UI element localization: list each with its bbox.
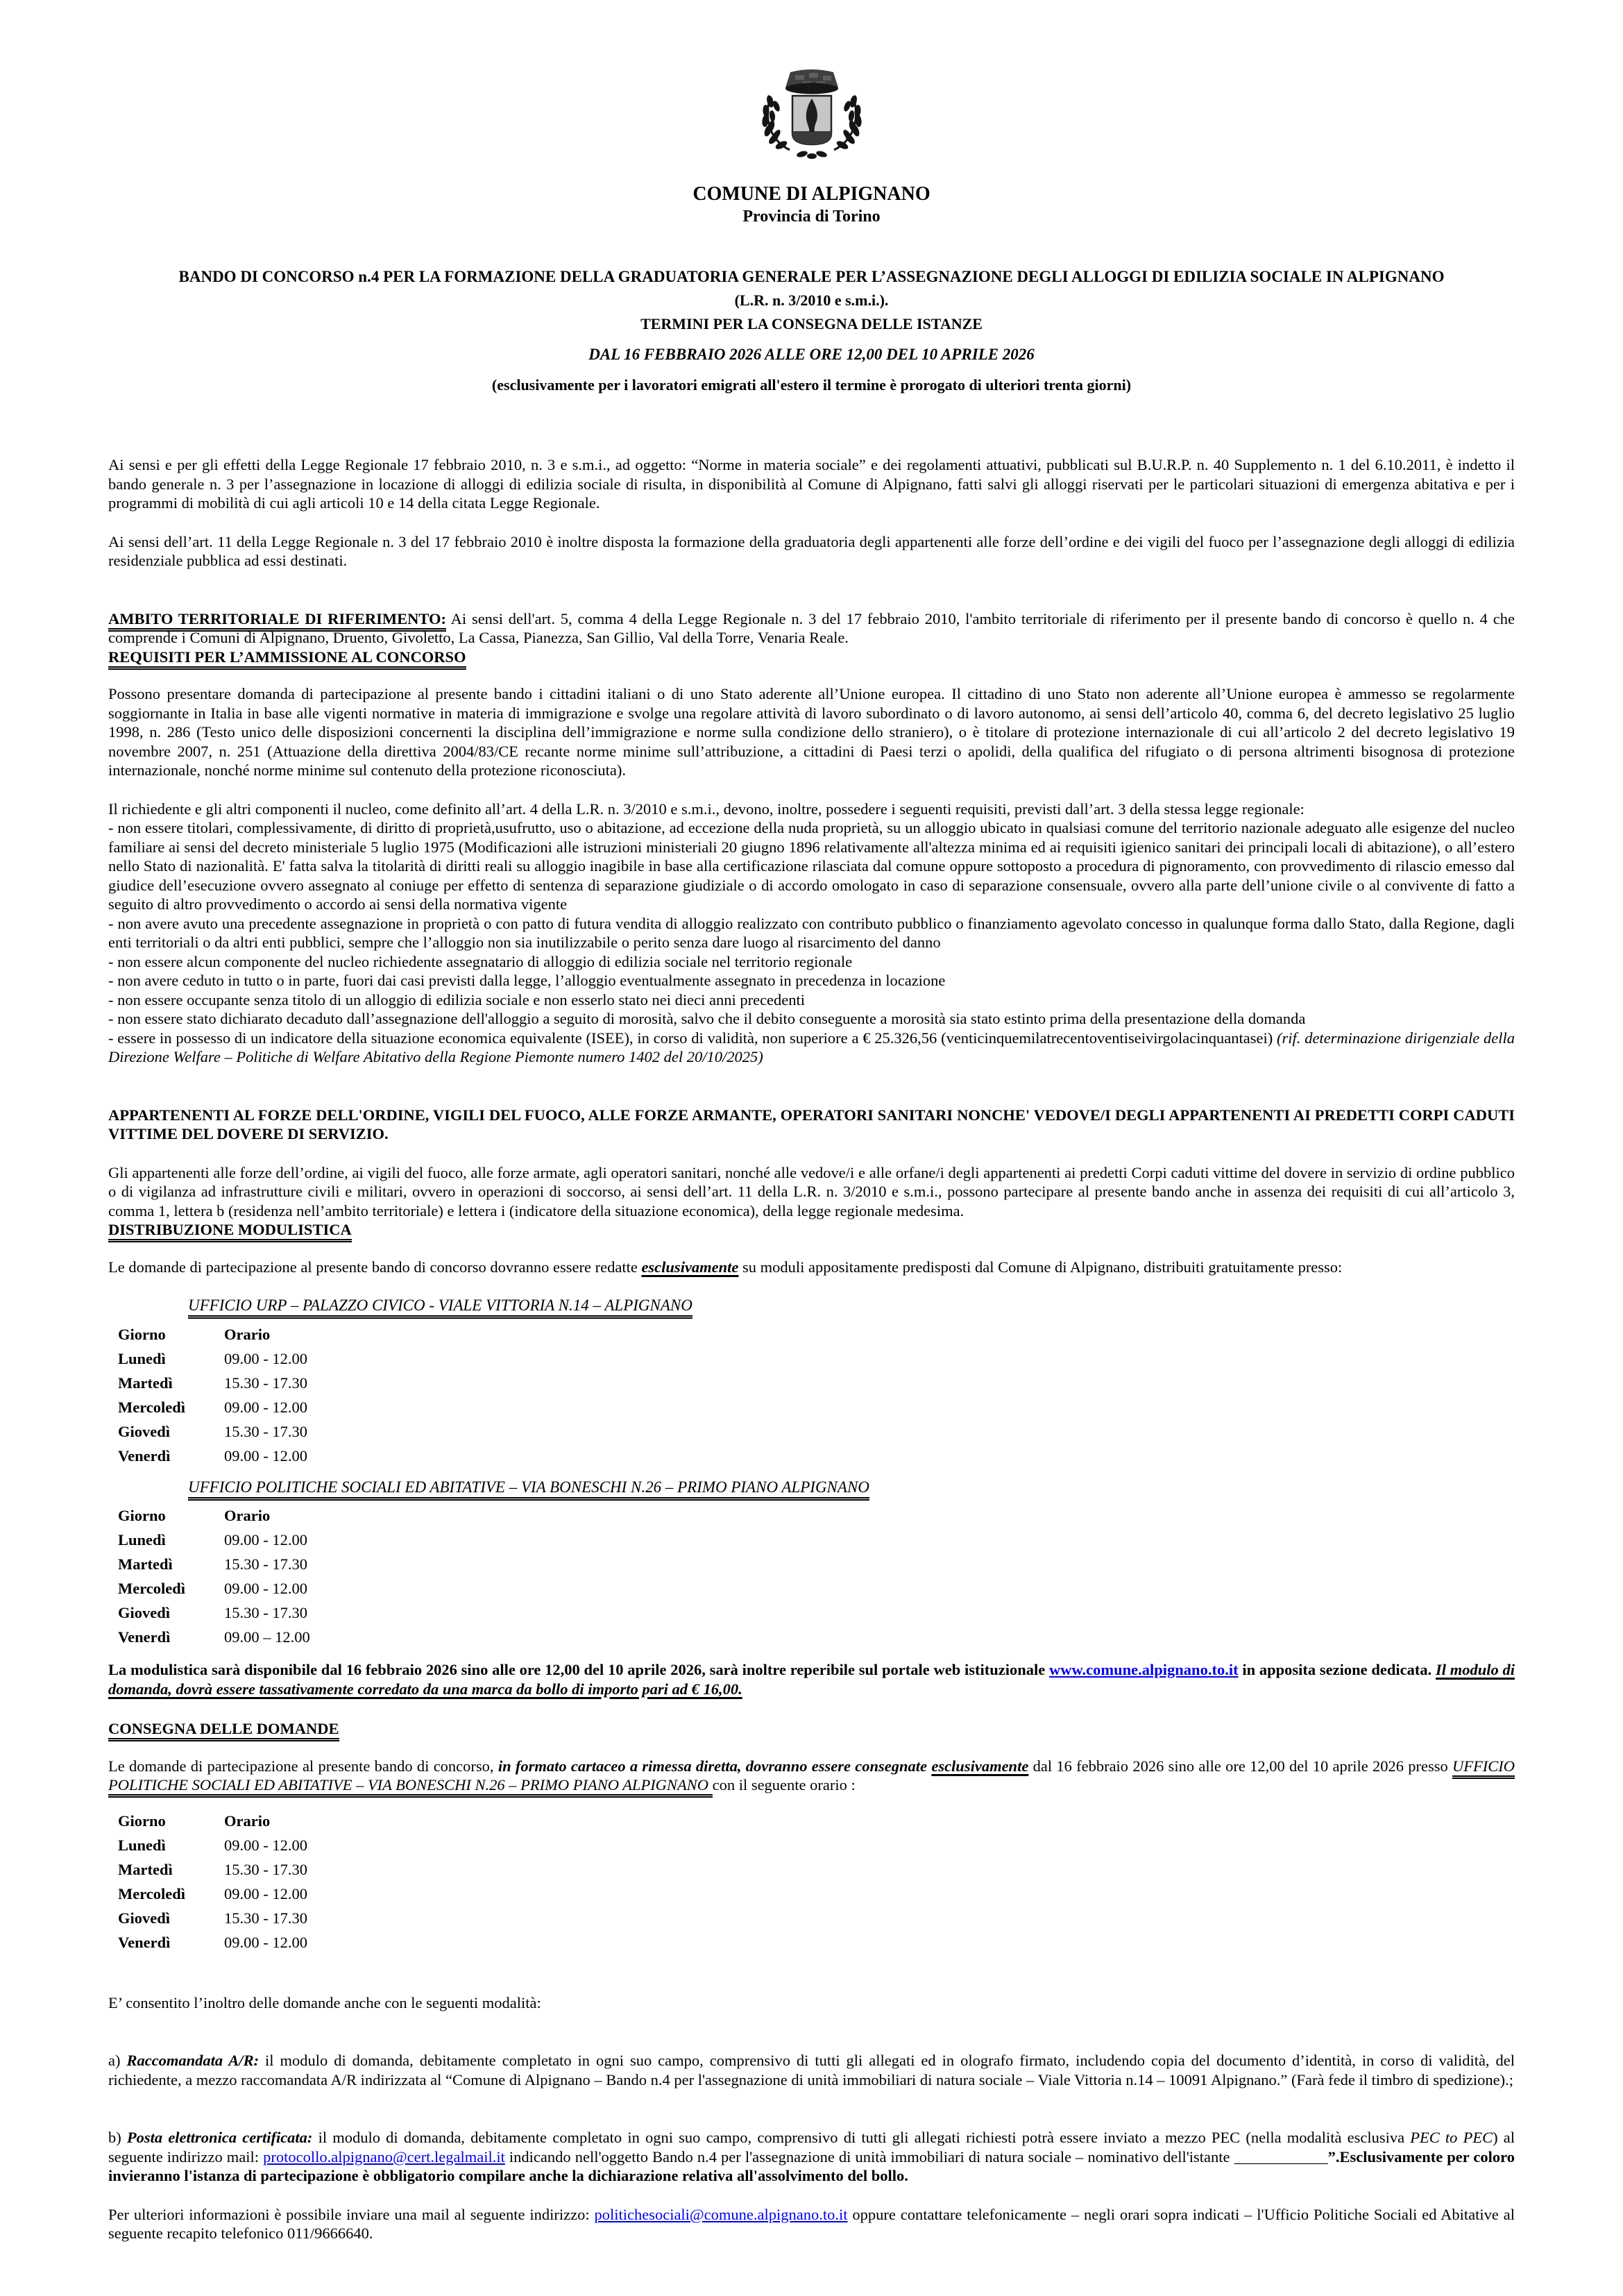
day-cell: Mercoledì <box>118 1580 186 1598</box>
time-cell: 15.30 - 17.30 <box>224 1604 307 1622</box>
table-row <box>118 1601 1515 1625</box>
raccomandata-text: il modulo di domanda, debitamente completato in ogni suo campo, comprensivo di tutti gli allegati ed in olografo firmato, includendo copia del documento d’identità, in corso di validità, del richiedente, a mezzo raccomandata A/R indirizzata al “Comune di Alpignano – Bando n.4 per l'assegnazione di unità immobiliari di natura sociale – Viale Vittoria n.14 – 10091 Alpignano.” (Farà fede il timbro di spedizione).; <box>108 2052 1515 2088</box>
pec-email-link[interactable]: protocollo.alpignano@cert.legalmail.it <box>263 2147 505 2166</box>
consegna-section-heading: CONSEGNA DELLE DOMANDE <box>108 1719 1515 1739</box>
forze-section-heading: APPARTENENTI AL FORZE DELL'ORDINE, VIGILI DEL FUOCO, ALLE FORZE ARMANTE, OPERATORI SANITARI NONCHE' VEDOVE/I DEGLI APPARTENENTI AI PREDETTI CORPI CADUTI VITTIME DEL DOVERE DI SERVIZIO. <box>108 1106 1515 1143</box>
table-row <box>118 1371 1515 1395</box>
modalita-pec-paragraph <box>108 2128 1515 2186</box>
day-cell: Venerdì <box>118 1446 171 1464</box>
time-cell: 15.30 - 17.30 <box>224 1555 307 1573</box>
time-cell: 09.00 - 12.00 <box>224 1836 307 1854</box>
schedule-day-header: Giorno <box>118 1325 166 1343</box>
distribuzione-intro-text: Le domande di partecipazione al presente bando di concorso dovranno essere redatte <box>108 1258 642 1276</box>
table-row <box>118 1906 1515 1930</box>
pec-to-pec-emphasis: PEC to PEC <box>1410 2129 1493 2147</box>
intro-paragraph-1: Ai sensi e per gli effetti della Legge Regionale 17 febbraio 2010, n. 3 e s.m.i., ad oggetto: “Norme in materia sociale” e dei regolamenti attuativi, pubblicati sul B.U.R.P. n. 40 Supplemento n. 1 del 6.10.2011, è indetto il bando generale n. 3 per l’assegnazione in locazione di alloggi di edilizia sociale di risulta, in disponibilità al Comune di Alpignano, fatti salvi gli alloggi riservati per le particolari situazioni di emergenza abitativa e per i programmi di mobilità di cui agli articoli 10 e 14 della citata Legge Regionale. <box>108 456 1515 512</box>
table-row <box>118 1419 1515 1444</box>
table-row <box>118 1552 1515 1576</box>
time-cell: 09.00 - 12.00 <box>224 1446 307 1464</box>
table-row <box>118 1347 1515 1371</box>
requisito-item: - non essere stato dichiarato decaduto dall’assegnazione dell'alloggio a seguito di morosità, salvo che il debito conseguente a morosità sia stato estinto prima della presentazione della domanda <box>108 1010 1306 1028</box>
distribuzione-intro <box>108 1258 1515 1277</box>
schedule-day-header: Giorno <box>118 1507 166 1525</box>
modulistica-availability-paragraph <box>108 1660 1515 1698</box>
day-cell: Giovedì <box>118 1422 171 1440</box>
day-cell: Venerdì <box>118 1628 171 1646</box>
blank-line-placeholder: ____________ <box>1234 2147 1328 2166</box>
day-cell: Martedì <box>118 1374 173 1392</box>
consegna-schedule-table <box>118 1809 1515 1955</box>
requisito-item: - non essere titolari, complessivamente, di diritto di proprietà,usufrutto, uso o abitazione, ad eccezione della nuda proprietà, su un alloggio ubicato in qualsiasi comune del territorio nazionale adeguato alle esigenze del nucleo familiare ai sensi del decreto ministeriale 5 luglio 1975 (Modificazioni alle istruzioni ministeriali 20 giugno 1896 relativamente all'altezza minima ed ai requisiti igienico sanitari dei principali locali di abitazione), o all’estero nello Stato di nazionalità. E' fatta salva la titolarità di diritti reali su alloggio inagibile in base alla certificazione rilasciata dal comune oppure sottoposto a procedura di pignoramento, con provvedimento di rilascio emesso dal giudice dell’esecuzione ovvero assegnato al coniuge per effetto di sentenza di separazione giudiziale o di accordo omologato in caso di separazione consensuale, ovvero alla parte dell’unione civile o al convivente di fatto a seguito di altro provvedimento o accordo ai sensi della normativa vigente <box>108 819 1515 913</box>
consegna-format-emphasis: in formato cartaceo a rimessa diretta, dovranno essere consegnate <box>498 1757 932 1775</box>
distribuzione-intro-text-2: su moduli appositamente predisposti dal Comune di Alpignano, distribuiti gratuitamente presso: <box>738 1258 1343 1276</box>
day-cell: Venerdì <box>118 1933 171 1951</box>
ambito-heading: AMBITO TERRITORIALE DI RIFERIMENTO: <box>108 610 446 632</box>
urp-schedule-table <box>118 1322 1515 1468</box>
requisiti-section-heading: REQUISITI PER L’AMMISSIONE AL CONCORSO <box>108 648 1515 667</box>
day-cell: Martedì <box>118 1860 173 1878</box>
requisito-item: - non essere occupante senza titolo di un alloggio di edilizia sociale e non esserlo stato nei dieci anni precedenti <box>108 990 806 1008</box>
province-name: Provincia di Torino <box>742 208 881 226</box>
table-row <box>118 1625 1515 1649</box>
schedule-header-row <box>118 1809 1515 1833</box>
requisito-item-isee <box>108 1029 1515 1067</box>
mural-crown-icon <box>785 69 838 94</box>
day-cell: Mercoledì <box>118 1398 186 1416</box>
time-cell: 15.30 - 17.30 <box>224 1860 307 1878</box>
item-b-prefix: b) <box>108 2129 127 2147</box>
day-cell: Martedì <box>118 1555 173 1573</box>
item-a-prefix: a) <box>108 2052 127 2070</box>
consegna-text-2: dal 16 febbraio 2026 sino alle ore 12,00 del 10 aprile 2026 presso <box>1028 1757 1453 1775</box>
table-row <box>118 1930 1515 1955</box>
requisito-item: - non essere alcun componente del nucleo richiedente assegnatario di alloggio di edilizia sociale nel territorio regionale <box>108 952 853 970</box>
shield-icon <box>792 96 831 144</box>
day-cell: Giovedì <box>118 1604 171 1622</box>
schedule-header-row <box>118 1503 1515 1528</box>
time-cell: 15.30 - 17.30 <box>224 1909 307 1927</box>
title-line-1: BANDO DI CONCORSO n.4 PER LA FORMAZIONE DELLA GRADUATORIA GENERALE PER L’ASSEGNAZIONE DEGLI ALLOGGI DI EDILIZIA SOCIALE IN ALPIGNANO <box>178 268 1445 286</box>
contact-text: Per ulteriori informazioni è possibile inviare una mail al seguente indirizzo: <box>108 2205 595 2223</box>
requisito-item: - non avere ceduto in tutto o in parte, fuori dai casi previsti dalla legge, l’alloggio eventualmente assegnato in precedenza in locazione <box>108 972 946 990</box>
time-cell: 15.30 - 17.30 <box>224 1374 307 1392</box>
availability-text-2: in apposita sezione dedicata. <box>1238 1661 1436 1679</box>
modalita-intro: E’ consentito l’inoltro delle domande anche con le seguenti modalità: <box>108 1993 541 2011</box>
requisito-item: - non avere avuto una precedente assegnazione in proprietà o con patto di futura vendita di alloggio realizzato con contributo pubblico o finanziamento agevolato concesso in qualunque forma dallo Stato, dalla Regione, dagli enti territoriali o da altri enti pubblici, sempre che l’alloggio non sia inutilizzabile o perito senza dare luogo al risarcimento del danno <box>108 914 1515 952</box>
day-cell: Lunedì <box>118 1531 166 1549</box>
forze-paragraph: Gli appartenenti alle forze dell’ordine, ai vigili del fuoco, alle forze armate, agli operatori sanitari, nonché alle vedove/i e alle orfane/i degli appartenenti ai predetti Corpi caduti vittime del dovere in servizio di ordine pubblico o di vigilanza ad infrastrutture civili e militari, ovvero in operazioni di soccorso, ai sensi dell’art. 11 della L.R. n. 3/2010 e s.m.i., possono partecipare al presente bando anche in assenza dei requisiti di cui all’articolo 3, comma 1, lettera b (residenza nell’ambito territoriale) e lettera i (indicatore della situazione economica), della legge regionale medesima. <box>108 1163 1515 1219</box>
intro-paragraph-2: Ai sensi dell’art. 11 della Legge Regionale n. 3 del 17 febbraio 2010 è inoltre disposta la formazione della graduatoria degli appartenenti alle forze dell’ordine e dei vigili del fuoco per l’assegnazione degli alloggi di edilizia residenziale pubblica ad essi destinati. <box>108 532 1515 570</box>
day-cell: Mercoledì <box>118 1884 186 1902</box>
time-cell: 09.00 - 12.00 <box>224 1933 307 1951</box>
distribuzione-section-heading: DISTRIBUZIONE MODULISTICA <box>108 1220 1515 1240</box>
consegna-text: Le domande di partecipazione al presente bando di concorso, <box>108 1757 498 1775</box>
time-cell: 09.00 - 12.00 <box>224 1580 307 1598</box>
consegna-text-3: con il seguente orario : <box>712 1776 856 1794</box>
time-cell: 09.00 - 12.00 <box>224 1349 307 1367</box>
requisiti-list <box>108 800 1515 1067</box>
pec-text: il modulo di domanda, debitamente completato in ogni suo campo, comprensivo di tutti gli allegati richiesti potrà essere inviato a mezzo PEC (nella modalità esclusiva <box>312 2129 1411 2147</box>
title-expat-note: (esclusivamente per i lavoratori emigrati all'estero il termine è prorogato di ulteriori trenta giorni) <box>491 376 1132 394</box>
schedule-time-header: Orario <box>224 1325 271 1343</box>
office-urp-heading: UFFICIO URP – PALAZZO CIVICO - VIALE VITTORIA N.14 – ALPIGNANO <box>188 1296 1515 1315</box>
pec-text-3: indicando nell'oggetto Bando n.4 per l'assegnazione di unità immobiliari di natura sociale – nominativo dell'istante <box>504 2147 1234 2166</box>
table-row <box>118 1528 1515 1552</box>
website-link[interactable]: www.comune.alpignano.to.it <box>1049 1661 1239 1679</box>
raccomandata-label: Raccomandata A/R: <box>126 2052 260 2070</box>
schedule-time-header: Orario <box>224 1507 271 1525</box>
consegna-office-name: UFFICIO POLITICHE SOCIALI ED ABITATIVE – VIA BONESCHI N.26 – PRIMO PIANO ALPIGNANO <box>108 1757 1515 1798</box>
requisiti-list-intro: Il richiedente e gli altri componenti il nucleo, come definito all’art. 4 della L.R. n. 3/2010 e s.m.i., devono, inoltre, possedere i seguenti requisiti, previsti dall’art. 3 della stessa legge regionale: <box>108 800 1305 818</box>
availability-text: La modulistica sarà disponibile dal 16 febbraio 2026 sino alle ore 12,00 del 10 aprile 2026, sarà inoltre reperibile sul portale web istituzionale <box>108 1661 1050 1679</box>
document-title-block <box>108 265 1515 397</box>
day-cell: Lunedì <box>118 1836 166 1854</box>
politiche-schedule-table <box>118 1503 1515 1649</box>
esclusivamente-emphasis: esclusivamente <box>641 1258 739 1276</box>
time-cell: 09.00 - 12.00 <box>224 1531 307 1549</box>
isee-requirement: - essere in possesso di un indicatore della situazione economica equivalente (ISEE), in corso di validità, non superiore a € 25.326,56 (venticinquemilatrecentoventiseivirgolacinquantasei) <box>108 1029 1277 1047</box>
office-politiche-heading: UFFICIO POLITICHE SOCIALI ED ABITATIVE – VIA BONESCHI N.26 – PRIMO PIANO ALPIGNANO <box>188 1478 1515 1497</box>
table-row <box>118 1576 1515 1601</box>
consegna-paragraph <box>108 1757 1515 1795</box>
pec-text-2: ) al seguente indirizzo mail: <box>108 2129 1515 2166</box>
document-header <box>108 67 1515 228</box>
title-line-3: TERMINI PER LA CONSEGNA DELLE ISTANZE <box>640 315 983 333</box>
time-cell: 09.00 - 12.00 <box>224 1398 307 1416</box>
modalita-raccomandata-paragraph <box>108 2051 1515 2089</box>
table-row <box>118 1833 1515 1857</box>
schedule-day-header: Giorno <box>118 1812 166 1830</box>
time-cell: 09.00 - 12.00 <box>224 1884 307 1902</box>
requisiti-paragraph: Possono presentare domanda di partecipazione al presente bando i cittadini italiani o di uno Stato aderente all’Unione europea. Il cittadino di uno Stato non aderente all’Unione europea è ammesso se regolarmente soggiornante in Italia in base alle vigenti normative in materia di immigrazione e svolge una regolare attività di lavoro subordinato o di lavoro autonomo, ai sensi dell’articolo 40, comma 6, del decreto legislativo 25 luglio 1998, n. 286 (Testo unico delle disposizioni concernenti la disciplina dell’immigrazione e norme sulla condizione dello straniero), o è titolare di protezione internazionale di cui all’articolo 2 del decreto legislativo 19 novembre 2007, n. 251 (Attuazione della direttiva 2004/83/CE recante norme minime sull’attribuzione, a cittadini di Paesi terzi o apolidi, della qualifica del rifugiato o di persona altrimenti bisognosa di protezione internazionale, nonché norme minime sul contenuto della protezione riconosciuta). <box>108 685 1515 779</box>
day-cell: Giovedì <box>118 1909 171 1927</box>
municipality-name: COMUNE DI ALPIGNANO <box>692 183 931 205</box>
day-cell: Lunedì <box>118 1349 166 1367</box>
alpignano-coat-of-arms-icon <box>745 67 878 171</box>
esclusivamente-emphasis: esclusivamente <box>931 1757 1029 1775</box>
schedule-time-header: Orario <box>224 1812 271 1830</box>
table-row <box>118 1444 1515 1468</box>
ambito-text: Ai sensi dell'art. 5, comma 4 della Legge Regionale n. 3 del 17 febbraio 2010, l'ambito territoriale di riferimento per il presente bando di concorso è quello n. 4 che comprende i Comuni di Alpignano, Druento, Givoletto, La Cassa, Pianezza, San Gillio, Val della Torre, Venaria Reale. <box>108 609 1515 647</box>
info-email-link[interactable]: politichesociali@comune.alpignano.to.it <box>594 2205 848 2223</box>
ambito-paragraph <box>108 609 1515 648</box>
table-row <box>118 1857 1515 1882</box>
title-deadline-dates: DAL 16 FEBBRAIO 2026 ALLE ORE 12,00 DEL 10 APRILE 2026 <box>588 346 1035 364</box>
time-cell: 15.30 - 17.30 <box>224 1422 307 1440</box>
title-line-2: (L.R. n. 3/2010 e s.m.i.). <box>734 292 889 310</box>
pec-label: Posta elettronica certificata: <box>126 2129 313 2147</box>
table-row <box>118 1882 1515 1906</box>
table-row <box>118 1395 1515 1419</box>
bollo-declaration-note: ”.Esclusivamente per coloro invieranno l'istanza di partecipazione è obbligatorio compilare anche la dichiarazione relativa all'assolvimento del bollo. <box>108 2147 1515 2185</box>
contact-info-paragraph <box>108 2205 1515 2243</box>
contact-text-2: oppure contattare telefonicamente – negli orari sopra indicati – l'Ufficio Politiche Sociali ed Abitative al seguente recapito telefonico 011/9666640. <box>108 2205 1515 2243</box>
schedule-header-row <box>118 1322 1515 1347</box>
isee-reference: (rif. determinazione dirigenziale della Direzione Welfare – Politiche di Welfare Abitativo della Regione Piemonte numero 1402 del 20/10/2025) <box>108 1029 1515 1066</box>
time-cell: 09.00 – 12.00 <box>224 1628 310 1646</box>
stamp-requirement-note: Il modulo di domanda, dovrà essere tassativamente corredato da una marca da bollo di importo pari ad € 16,00. <box>108 1661 1515 1698</box>
